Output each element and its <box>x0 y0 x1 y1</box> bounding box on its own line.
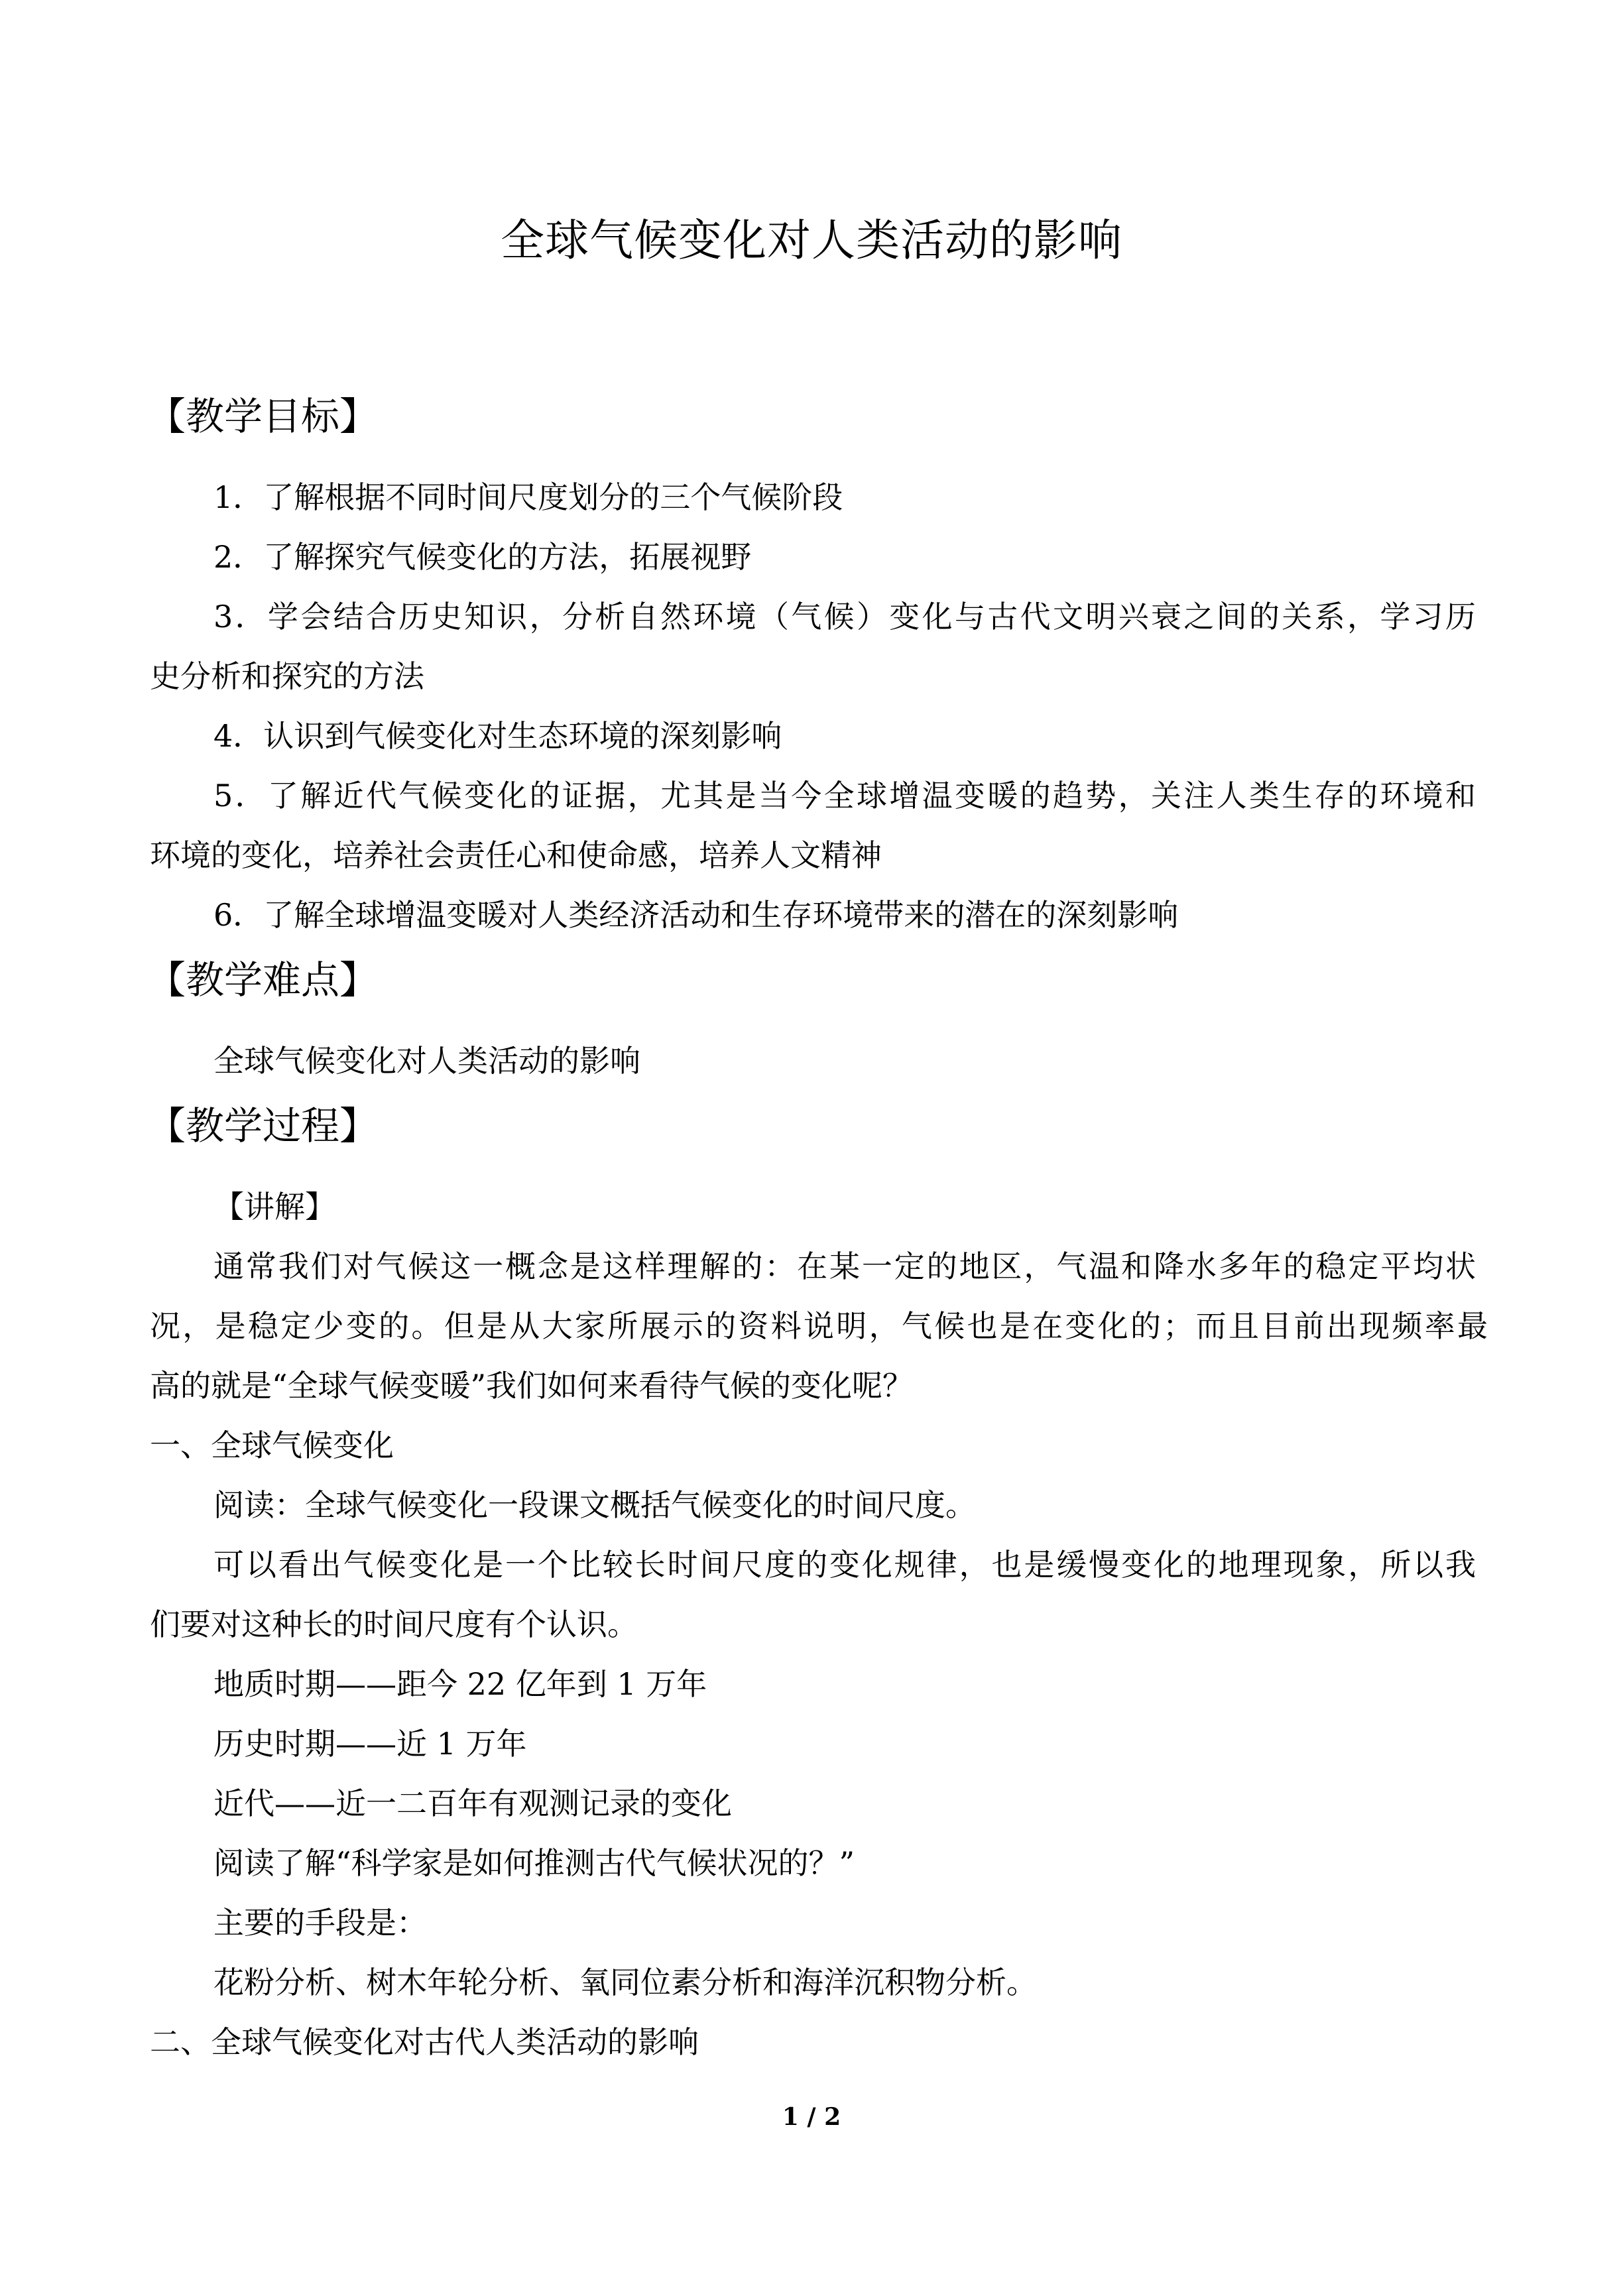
geologic-period-line: 地质时期——距今 22 亿年到 1 万年 <box>213 1666 707 1702</box>
objective-5-line-2: 环境的变化，培养社会责任心和使命感，培养人文精神 <box>150 837 882 873</box>
objective-2: 2．了解探究气候变化的方法，拓展视野 <box>213 539 752 575</box>
page-number: 1 / 2 <box>782 2103 841 2131</box>
objective-1: 1．了解根据不同时间尺度划分的三个气候阶段 <box>213 479 843 515</box>
difficulty-text: 全球气候变化对人类活动的影响 <box>213 1043 640 1079</box>
document-title: 全球气候变化对人类活动的影响 <box>501 215 1122 266</box>
section1-line-2: 可以看出气候变化是一个比较长时间尺度的变化规律，也是缓慢变化的地理现象，所以我 <box>213 1547 1476 1583</box>
section1-heading: 一、全球气候变化 <box>150 1427 394 1463</box>
objective-6: 6．了解全球增温变暖对人类经济活动和生存环境带来的潜在的深刻影响 <box>213 897 1179 933</box>
objective-5-line-1: 5．了解近代气候变化的证据，尤其是当今全球增温变暖的趋势，关注人类生存的环境和 <box>213 778 1476 814</box>
section2-heading: 二、全球气候变化对古代人类活动的影响 <box>150 2024 699 2060</box>
para1-line-2: 况，是稳定少变的。但是从大家所展示的资料说明，气候也是在变化的；而且目前出现频率最 <box>150 1308 1488 1344</box>
reading-prompt-line: 阅读了解“科学家是如何推测古代气候状况的？” <box>213 1845 855 1881</box>
difficulty-heading: 【教学难点】 <box>147 957 379 1002</box>
process-heading: 【教学过程】 <box>147 1103 379 1148</box>
objectives-heading: 【教学目标】 <box>147 394 379 439</box>
objective-3-line-2: 史分析和探究的方法 <box>150 658 424 694</box>
explain-label: 【讲解】 <box>213 1189 335 1225</box>
section1-line-3: 们要对这种长的时间尺度有个认识。 <box>150 1606 638 1642</box>
modern-period-line: 近代——近一二百年有观测记录的变化 <box>213 1785 732 1821</box>
main-methods-label: 主要的手段是： <box>213 1905 427 1941</box>
objective-4: 4．认识到气候变化对生态环境的深刻影响 <box>213 718 782 754</box>
historic-period-line: 历史时期——近 1 万年 <box>213 1726 527 1762</box>
para1-line-1: 通常我们对气候这一概念是这样理解的：在某一定的地区，气温和降水多年的稳定平均状 <box>213 1248 1476 1284</box>
objective-3-line-1: 3．学会结合历史知识，分析自然环境（气候）变化与古代文明兴衰之间的关系，学习历 <box>213 599 1476 634</box>
section1-line-1: 阅读：全球气候变化一段课文概括气候变化的时间尺度。 <box>213 1487 976 1523</box>
main-methods-list: 花粉分析、树木年轮分析、氧同位素分析和海洋沉积物分析。 <box>213 1964 1037 2000</box>
para1-line-3: 高的就是“全球气候变暖”我们如何来看待气候的变化呢？ <box>150 1368 914 1404</box>
